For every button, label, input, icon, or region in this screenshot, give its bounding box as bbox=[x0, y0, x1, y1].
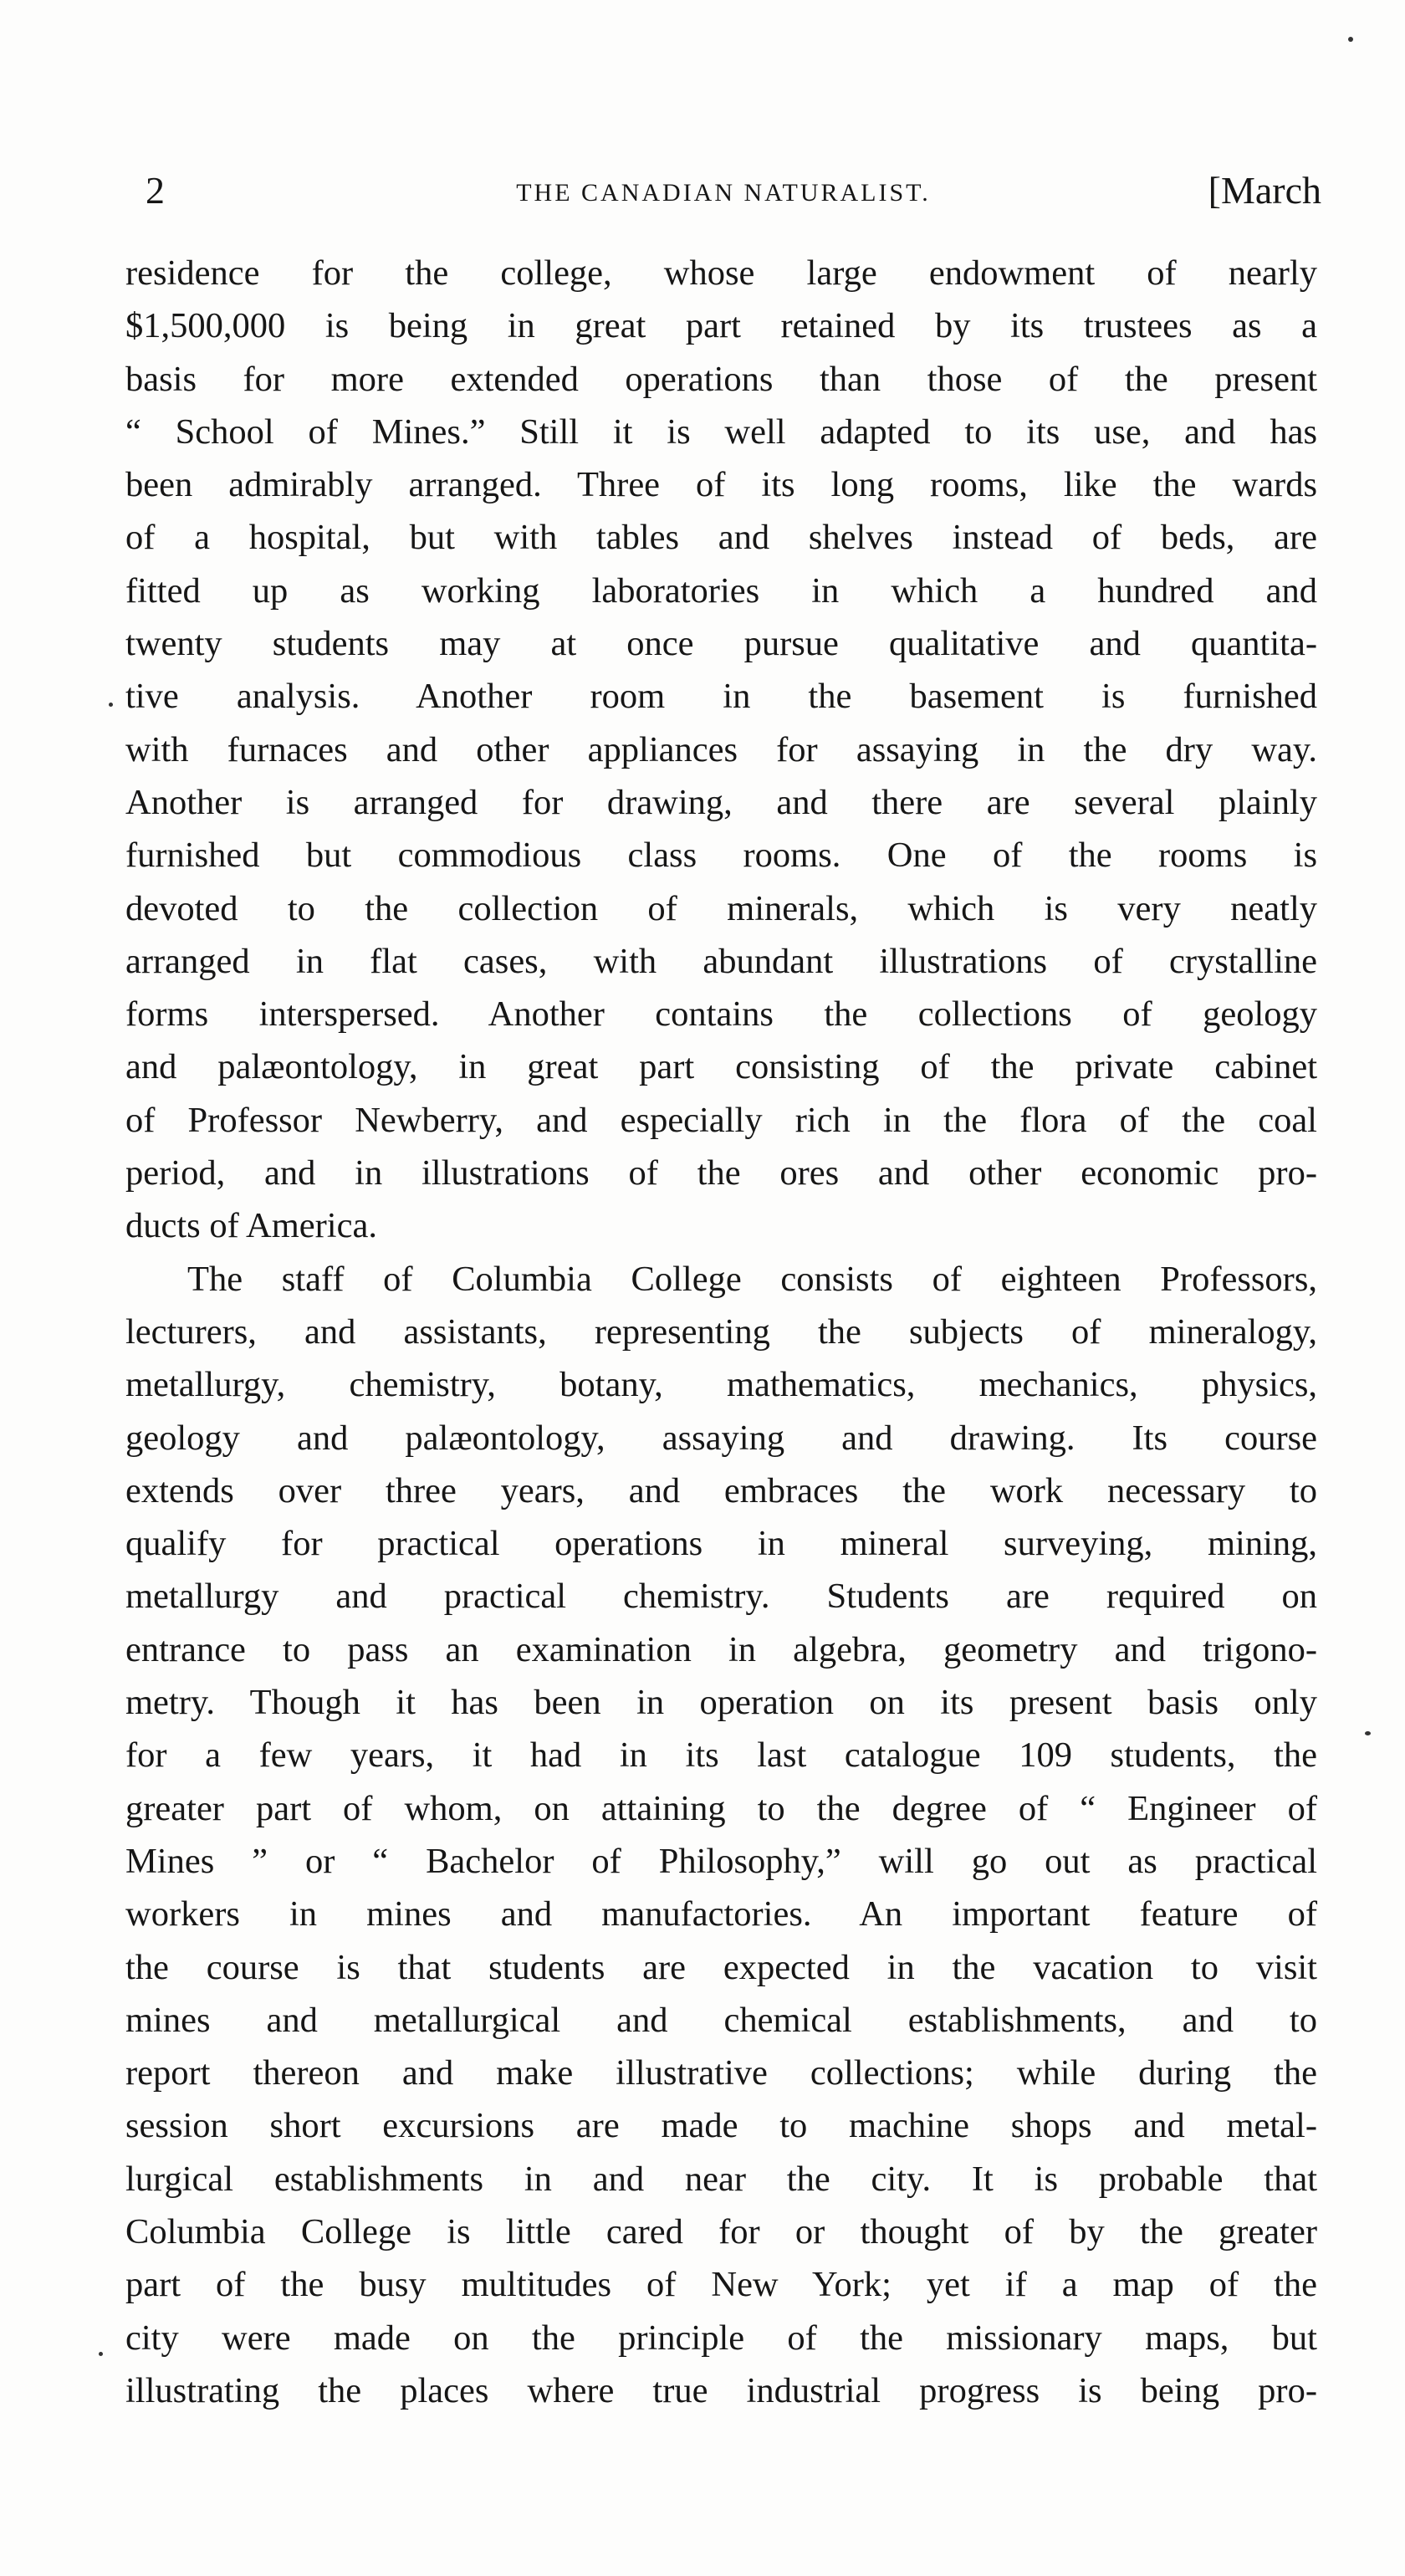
page-header bbox=[125, 166, 1321, 224]
text-line: with furnaces and other appliances for assaying in the dry way. bbox=[125, 729, 1317, 769]
text-line: Another is arranged for drawing, and there are several plainly bbox=[125, 782, 1317, 822]
scan-speck bbox=[1348, 37, 1353, 42]
text-line: session short excursions are made to machine shops and metal- bbox=[125, 2106, 1317, 2146]
text-line: greater part of whom, on attaining to the degree of “ Engineer of bbox=[125, 1788, 1317, 1828]
paragraph-2 bbox=[125, 1253, 1317, 2418]
page-number: 2 bbox=[146, 169, 165, 212]
text-line: mines and metallurgical and chemical establishments, and to bbox=[125, 2000, 1317, 2040]
text-line: for a few years, it had in its last catalogue 109 students, the bbox=[125, 1735, 1317, 1776]
text-line: report thereon and make illustrative collections; while during the bbox=[125, 2053, 1317, 2093]
text-line: residence for the college, whose large endowment of nearly bbox=[125, 253, 1317, 293]
text-line: “ School of Mines.” Still it is well adapted to its use, and has bbox=[125, 411, 1317, 452]
text-line: extends over three years, and embraces the work necessary to bbox=[125, 1470, 1317, 1510]
text-line: of Professor Newberry, and especially rich in the flora of the coal bbox=[125, 1100, 1317, 1140]
text-line: forms interspersed. Another contains the collections of geology bbox=[125, 994, 1317, 1035]
text-line: the course is that students are expected in the vacation to visit bbox=[125, 1947, 1317, 1987]
text-line: metallurgy and practical chemistry. Students are required on bbox=[125, 1577, 1317, 1617]
text-line: $1,500,000 is being in great part retained by its trustees as a bbox=[125, 306, 1317, 346]
text-line: qualify for practical operations in mineral surveying, mining, bbox=[125, 1524, 1317, 1564]
running-date: [March bbox=[1208, 169, 1321, 212]
text-line: furnished but commodious class rooms. One of the rooms is bbox=[125, 836, 1317, 876]
text-line: been admirably arranged. Three of its long rooms, like the wards bbox=[125, 465, 1317, 505]
text-line: geology and palæontology, assaying and drawing. Its course bbox=[125, 1418, 1317, 1458]
text-line: metallurgy, chemistry, botany, mathematics, mechanics, physics, bbox=[125, 1365, 1317, 1405]
text-line: The staff of Columbia College consists of eighteen Professors, bbox=[187, 1259, 1317, 1299]
text-line: basis for more extended operations than those of the present bbox=[125, 359, 1317, 399]
text-line: lurgical establishments in and near the city. It is probable that bbox=[125, 2159, 1317, 2199]
text-line: ducts of America. bbox=[125, 1206, 377, 1246]
text-line: Columbia College is little cared for or thought of by the greater bbox=[125, 2211, 1317, 2251]
running-title: THE CANADIAN NATURALIST. bbox=[516, 179, 931, 207]
text-line: entrance to pass an examination in algebra, geometry and trigono- bbox=[125, 1629, 1317, 1669]
paragraph-1 bbox=[125, 247, 1317, 1253]
text-line: lecturers, and assistants, representing the subjects of mineralogy, bbox=[125, 1311, 1317, 1352]
scan-speck bbox=[109, 703, 113, 707]
text-line: of a hospital, but with tables and shelves instead of beds, are bbox=[125, 518, 1317, 558]
text-line: devoted to the collection of minerals, which is very neatly bbox=[125, 888, 1317, 928]
text-line: city were made on the principle of the missionary maps, but bbox=[125, 2318, 1317, 2358]
body-text bbox=[125, 247, 1317, 2417]
text-line: arranged in flat cases, with abundant illustrations of crystalline bbox=[125, 941, 1317, 981]
text-line: workers in mines and manufactories. An important feature of bbox=[125, 1894, 1317, 1935]
scan-speck bbox=[1365, 1731, 1371, 1735]
text-line: part of the busy multitudes of New York; yet if a map of the bbox=[125, 2265, 1317, 2305]
text-line: period, and in illustrations of the ores and other economic pro- bbox=[125, 1153, 1317, 1193]
text-line: fitted up as working laboratories in which a hundred and bbox=[125, 570, 1317, 611]
text-line: and palæontology, in great part consisting of the private cabinet bbox=[125, 1047, 1317, 1087]
text-line: metry. Though it has been in operation on its present basis only bbox=[125, 1683, 1317, 1723]
text-line: tive analysis. Another room in the basement is furnished bbox=[125, 677, 1317, 717]
scan-speck bbox=[99, 2352, 103, 2356]
text-line: illustrating the places where true industrial progress is being pro- bbox=[125, 2370, 1317, 2410]
text-line: Mines ” or “ Bachelor of Philosophy,” will go out as practical bbox=[125, 1841, 1317, 1881]
text-line: twenty students may at once pursue qualitative and quantita- bbox=[125, 624, 1317, 664]
